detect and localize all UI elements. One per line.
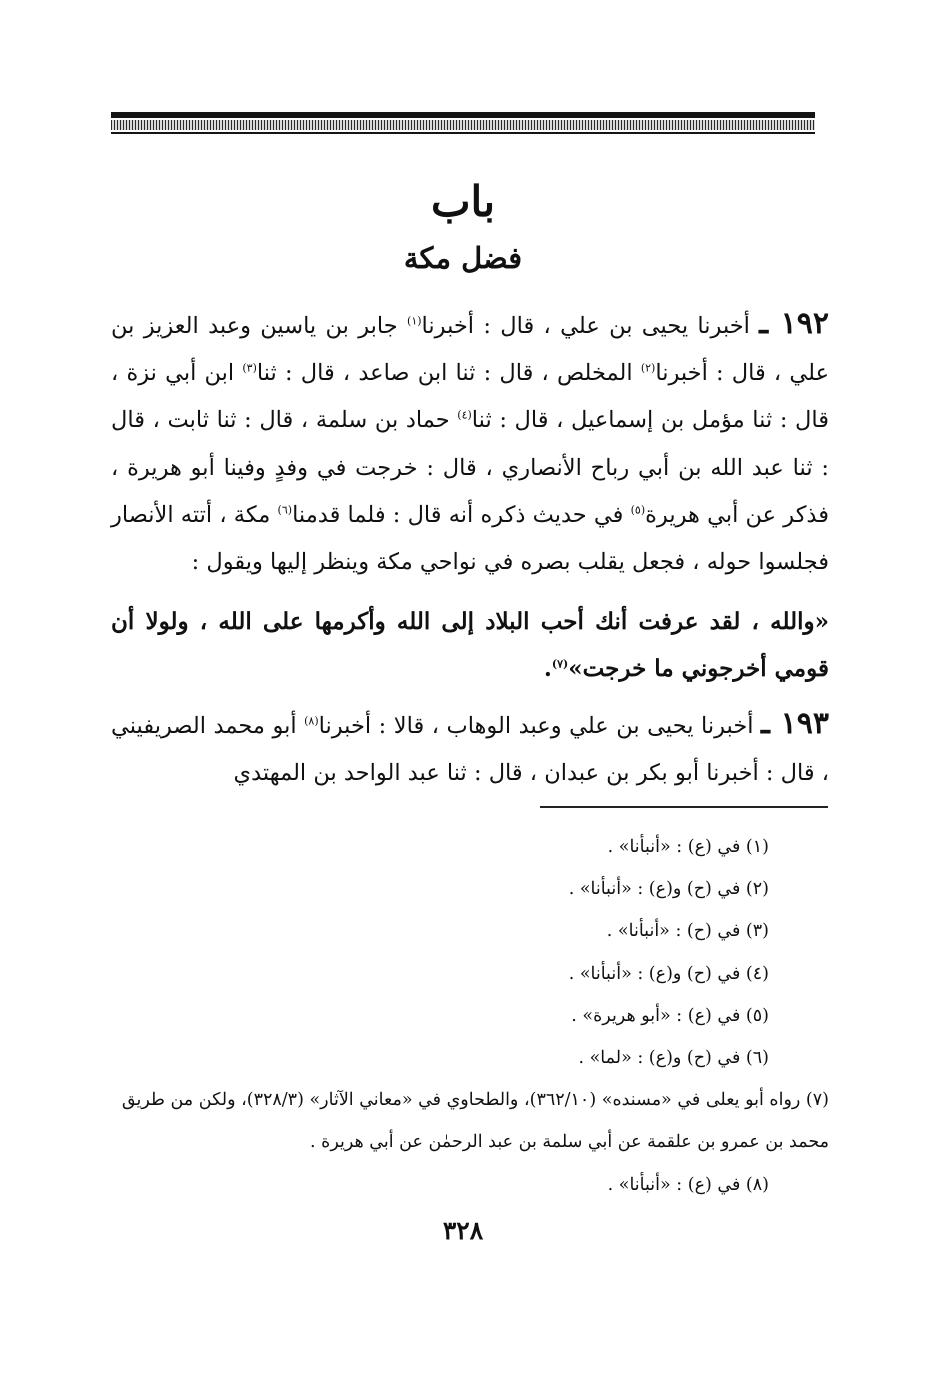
quote-end: . [543, 655, 552, 683]
footnote-ref[interactable]: (٣) [242, 361, 257, 375]
footnote-divider [540, 806, 828, 808]
header-rule-thick [111, 112, 815, 118]
footnote-ref[interactable]: (٥) [630, 503, 646, 517]
chapter-subtitle: فضل مكة [403, 241, 523, 275]
footnote-item: (٥) في (ع) : «أبو هريرة» . [571, 1005, 769, 1026]
header-rule-pattern [111, 120, 815, 130]
header-rule-thin [111, 132, 815, 134]
footnote-ref[interactable]: (٦) [277, 503, 293, 517]
paragraph-text: حماد بن سلمة ، قال : ثنا ثابت ، قال : ثنا عبد الله بن أبي رباح الأنصاري ، قال : خرجت في وفدٍ وفينا أبو هريرة ، فذكر عن أبي هريرة [111, 407, 829, 528]
footnote-ref[interactable]: (٧) [551, 657, 569, 671]
hadith-quote [111, 598, 829, 692]
footnote-ref[interactable]: (٤) [457, 408, 472, 422]
hadith-number: ١٩٣ ـ [761, 706, 829, 741]
paragraph-text: أبو محمد الصريفيني ، قال : أخبرنا أبو بكر بن عبدان ، قال : ثنا عبد الواحد بن المهتدي [111, 713, 829, 787]
footnote-ref[interactable]: (٢) [640, 361, 656, 375]
paragraph-text: جابر بن ياسين وعبد العزيز بن علي ، قال : أخبرنا [111, 313, 829, 387]
paragraph-text: في حديث ذكره أنه قال : فلما قدمنا [292, 501, 624, 528]
footnote-item: (١) في (ع) : «أنبأنا» . [607, 837, 769, 857]
hadith-number: ١٩٢ ـ [759, 306, 830, 341]
footnote-item: (٣) في (ح) : «أنبأنا» . [606, 921, 769, 942]
footnote-item: (٧) رواه أبو يعلى في «مسنده» (٣٦٢/١٠)، والطحاوي في «معاني الآثار» (٣٢٨/٣)، ولكن من طريق محمد بن عمرو بن علقمة عن أبي سلمة بن عبد الرحمٰن عن أبي هريرة . [121, 1090, 829, 1153]
footnote-item: (٦) في (ح) و(ع) : «لما» . [578, 1048, 769, 1069]
paragraph-text: أخبرنا يحيى بن علي وعبد الوهاب ، قالا : أخبرنا [318, 713, 754, 739]
page-number: ٣٢٨ [442, 1216, 484, 1245]
chapter-title: باب [430, 177, 496, 226]
footnote-ref[interactable]: (١) [407, 314, 422, 328]
paragraph-text: أخبرنا يحيى بن علي ، قال : أخبرنا [421, 313, 750, 339]
footnote-ref[interactable]: (٨) [304, 714, 319, 728]
footnote-item: (٨) في (ع) : «أنبأنا» . [607, 1174, 769, 1195]
paragraph-text: ابن أبي نزة ، قال : ثنا مؤمل بن إسماعيل ، قال : ثنا [111, 360, 830, 434]
footnote-item: (٢) في (ح) و(ع) : «أنبأنا» . [568, 879, 769, 900]
header-ornament-rule [111, 112, 815, 134]
paragraph-text: المخلص ، قال : ثنا ابن صاعد ، قال : ثنا [256, 360, 633, 387]
footnotes-section [105, 826, 829, 1206]
footnote-item: (٤) في (ح) و(ع) : «أنبأنا» . [568, 963, 769, 984]
hadith-paragraph-193 [111, 700, 829, 797]
quote-text: «والله ، لقد عرفت أنك أحب البلاد إلى الله وأكرمها على الله ، ولولا أن قومي أخرجوني ما خرجت» [111, 608, 829, 683]
hadith-paragraph-192 [111, 300, 829, 586]
paragraph-text: مكة ، أتته الأنصار فجلسوا حوله ، فجعل يقلب بصره في نواحي مكة وينظر إليها ويقول : [111, 501, 829, 576]
